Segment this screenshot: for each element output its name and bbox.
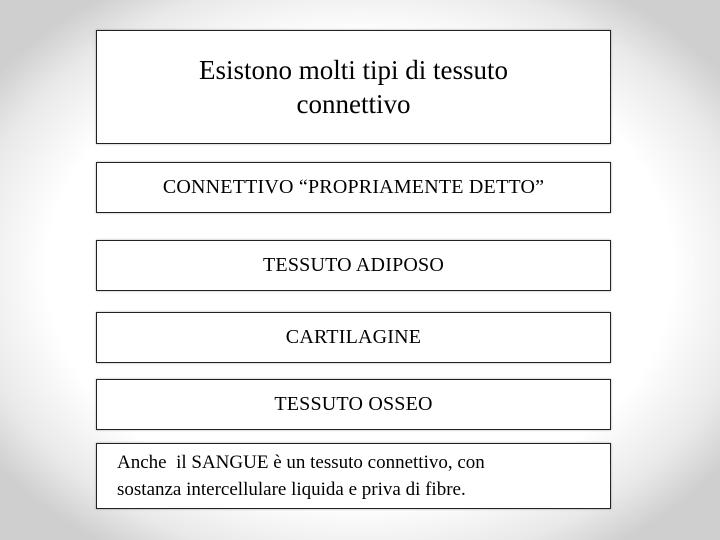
note-text: [117, 449, 485, 503]
type-box-tessuto-osseo: [96, 379, 611, 430]
note-line-1: Anche il SANGUE è un tessuto connettivo, con: [117, 452, 485, 473]
title-box: [96, 30, 611, 144]
type-box-tessuto-adiposo: [96, 240, 611, 291]
title-line-2: connettivo: [296, 89, 411, 119]
slide-title: [199, 53, 508, 121]
note-box: [96, 443, 611, 509]
type-box-cartilagine: [96, 312, 611, 363]
note-line-2: sostanza intercellulare liquida e priva di fibre.: [117, 479, 466, 500]
type-label: TESSUTO OSSEO: [274, 393, 433, 415]
type-box-connettivo-propriamente-detto: [96, 162, 611, 213]
type-label: CARTILAGINE: [285, 326, 422, 348]
type-label: TESSUTO ADIPOSO: [263, 254, 444, 276]
type-label: CONNETTIVO “PROPRIAMENTE DETTO”: [162, 176, 545, 198]
title-line-1: Esistono molti tipi di tessuto: [198, 55, 509, 85]
